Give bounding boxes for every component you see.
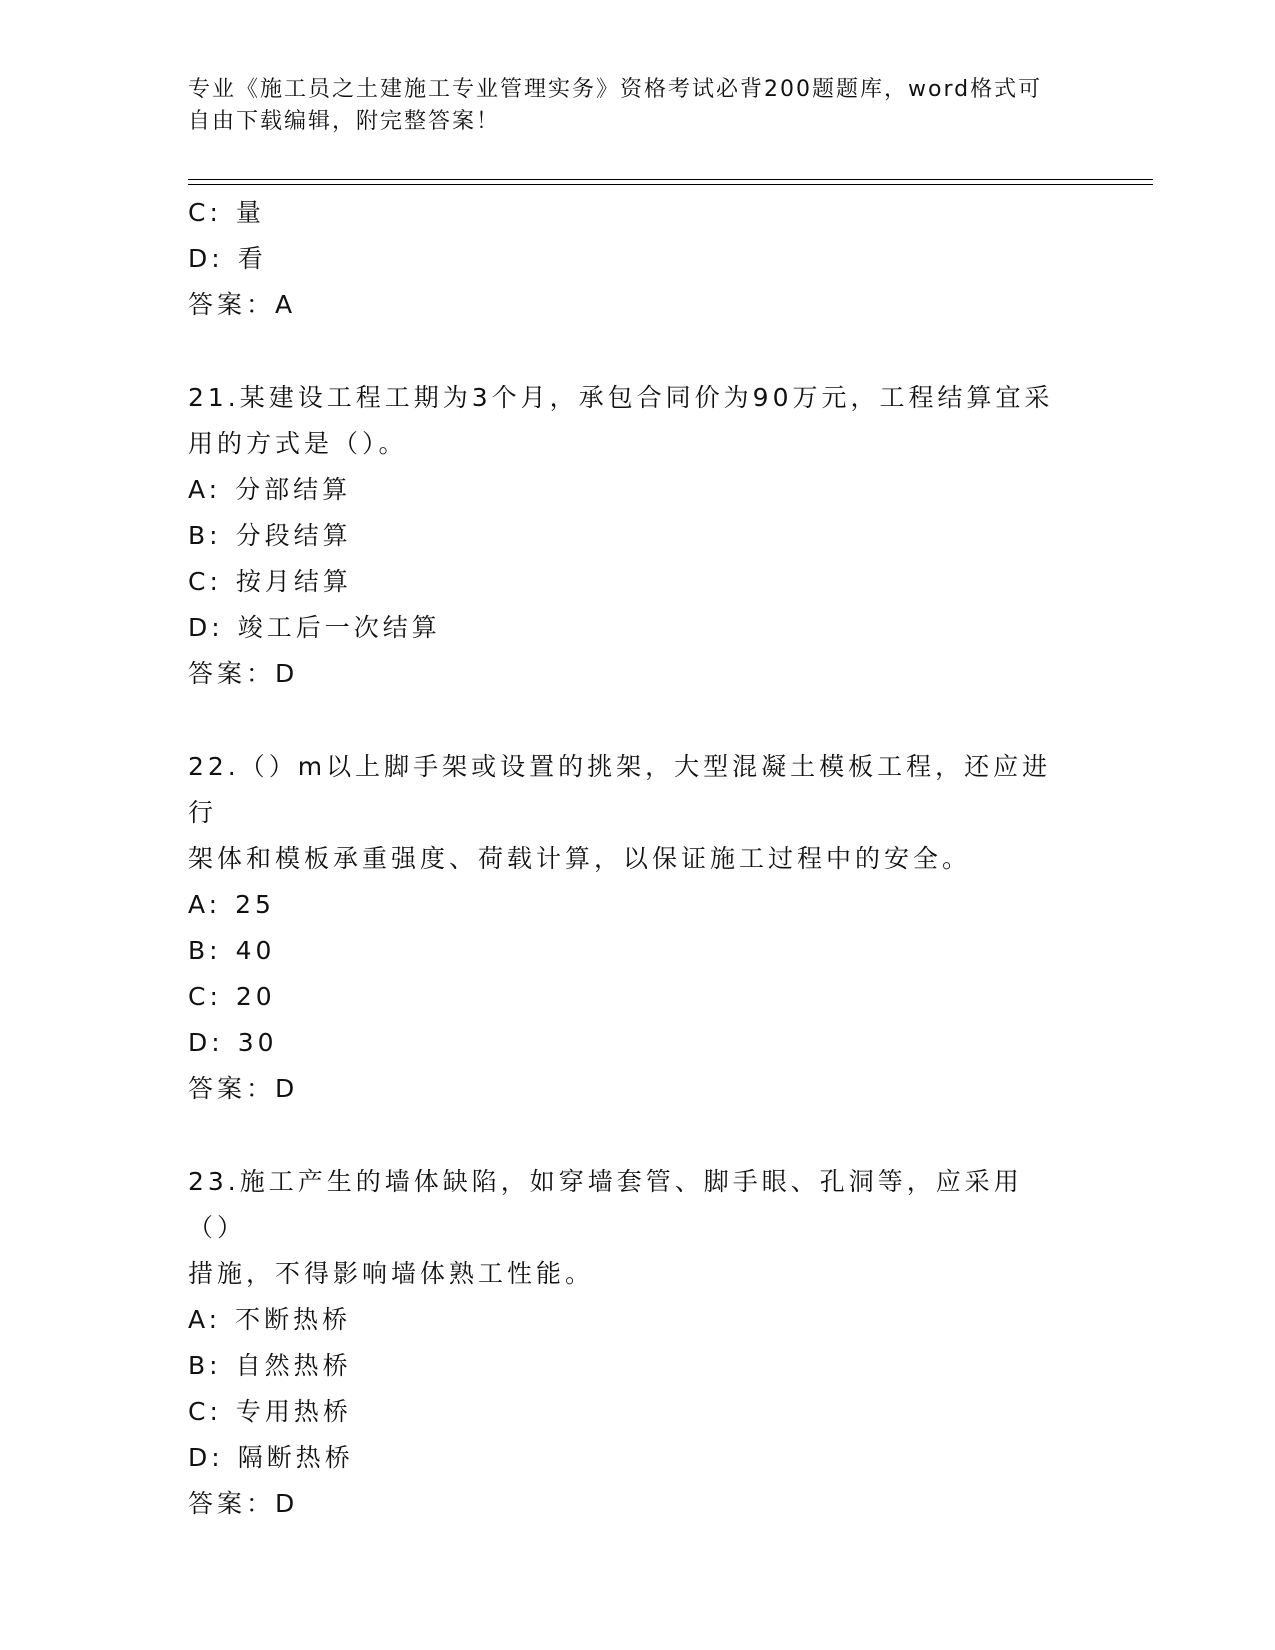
option-label: C: [188, 198, 222, 227]
option-d [188, 1020, 1088, 1066]
option-text: 专用热桥 [235, 1397, 352, 1426]
option-c [188, 190, 1088, 236]
option-label: D: [188, 1443, 224, 1472]
question-stem-line-1: 23.施工产生的墙体缺陷，如穿墙套管、脚手眼、孔洞等，应采用（） [188, 1167, 1023, 1242]
option-label: B: [188, 1351, 222, 1380]
option-label: A: [188, 1305, 222, 1334]
question-block-22 [188, 744, 1088, 1112]
option-label: B: [188, 936, 222, 965]
option-c [188, 1389, 1088, 1435]
question-stem-line-2: 措施，不得影响墙体熟工性能。 [188, 1259, 595, 1288]
option-label: C: [188, 1397, 222, 1426]
option-text: 不断热桥 [235, 1305, 352, 1334]
header-line-2: 自由下载编辑，附完整答案！ [188, 109, 501, 134]
question-stem [188, 744, 1068, 882]
option-d [188, 1435, 1088, 1481]
question-block-21 [188, 375, 1088, 697]
option-a [188, 467, 1088, 513]
option-d [188, 236, 1088, 282]
header-divider-top [188, 179, 1153, 180]
option-label: D: [188, 1028, 224, 1057]
answer-line: 答案：D [188, 1074, 299, 1103]
option-c [188, 559, 1088, 605]
option-text: 看 [237, 244, 267, 273]
option-text: 30 [237, 1028, 278, 1057]
option-d [188, 605, 1088, 651]
option-label: D: [188, 244, 224, 273]
document-header [188, 74, 1068, 138]
question-stem [188, 375, 1068, 467]
option-text: 分部结算 [235, 475, 352, 504]
question-block-prev [188, 190, 1088, 328]
option-label: A: [188, 475, 222, 504]
option-text: 按月结算 [235, 567, 352, 596]
answer-line: 答案：A [188, 290, 297, 319]
question-block-23 [188, 1159, 1088, 1527]
question-stem-line-2: 架体和模板承重强度、荷载计算，以保证施工过程中的安全。 [188, 844, 972, 873]
option-text: 20 [235, 982, 276, 1011]
answer-line: 答案：D [188, 1489, 299, 1518]
option-text: 隔断热桥 [237, 1443, 354, 1472]
option-b [188, 1343, 1088, 1389]
question-stem-line-1: 22.（）m以上脚手架或设置的挑架，大型混凝土模板工程，还应进行 [188, 752, 1052, 827]
option-label: C: [188, 982, 222, 1011]
option-b [188, 928, 1088, 974]
option-text: 量 [235, 198, 265, 227]
option-a [188, 1297, 1088, 1343]
option-text: 竣工后一次结算 [237, 613, 441, 642]
option-label: B: [188, 521, 222, 550]
option-b [188, 513, 1088, 559]
question-stem [188, 1159, 1068, 1297]
answer-line: 答案：D [188, 659, 299, 688]
option-text: 分段结算 [235, 521, 352, 550]
question-stem-line-1: 21.某建设工程工期为3个月，承包合同价为90万元，工程结算宜采 [188, 383, 1054, 412]
header-divider-bottom [188, 184, 1153, 185]
option-label: C: [188, 567, 222, 596]
question-list [188, 190, 1088, 1527]
option-label: A: [188, 890, 222, 919]
option-a [188, 882, 1088, 928]
option-text: 25 [235, 890, 275, 919]
question-stem-line-2: 用的方式是（）。 [188, 429, 408, 458]
header-line-1: 专业《施工员之土建施工专业管理实务》资格考试必背200题题库，word格式可 [188, 77, 1043, 102]
option-label: D: [188, 613, 224, 642]
option-text: 自然热桥 [235, 1351, 352, 1380]
option-text: 40 [235, 936, 276, 965]
option-c [188, 974, 1088, 1020]
